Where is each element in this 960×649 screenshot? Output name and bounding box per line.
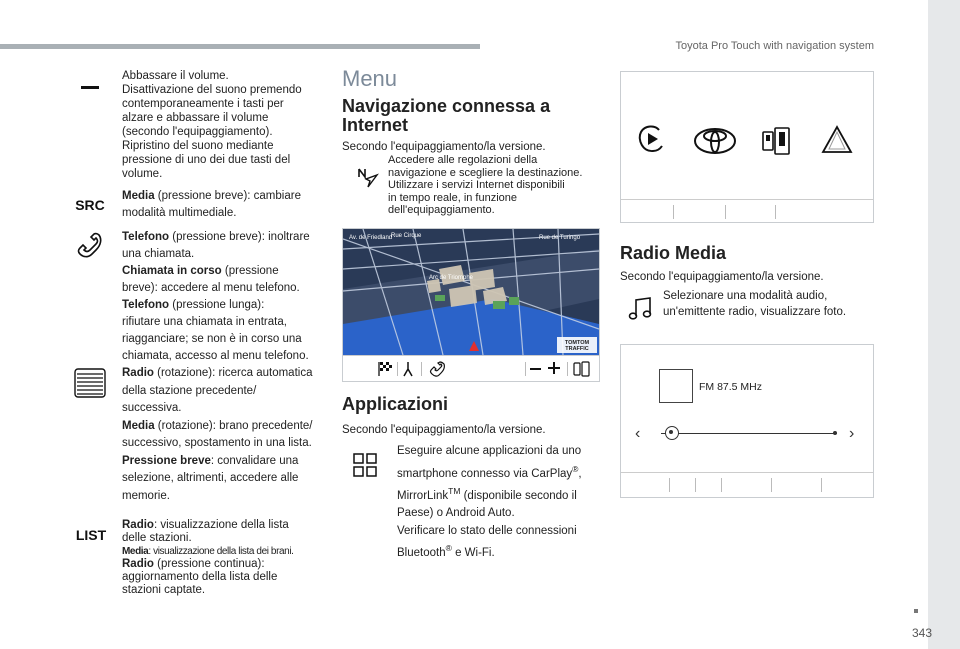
apps-description: Eseguire alcune applicazioni da uno smartphone connesso via CarPlay®, MirrorLink™ (disponibile secondo il Paese) o Android Auto. Verificare lo stato delle connessioni Bluetooth® e Wi-Fi. bbox=[397, 445, 582, 559]
map-walker-button[interactable] bbox=[401, 361, 415, 382]
music-note-icon bbox=[628, 296, 654, 327]
menu-heading: Menu bbox=[342, 66, 398, 91]
map-place-label: Arc de Triomphe bbox=[429, 275, 474, 281]
list-description: Radio: visualizzazione della lista delle stazioni. Media: visualizzazione della lista dei brani. Radio (pressione continua): aggiornamento della lista delle stazioni captate. bbox=[122, 519, 294, 596]
map-street-label-2: Rue Cirque bbox=[391, 233, 422, 239]
map-zoom-in-button[interactable] bbox=[547, 361, 561, 380]
map-street-label-1: Av. de Friedland bbox=[349, 235, 393, 241]
next-station-button[interactable]: › bbox=[849, 425, 855, 442]
svg-text:TRAFFIC: TRAFFIC bbox=[565, 346, 589, 352]
page-header-title: Toyota Pro Touch with navigation system bbox=[675, 40, 874, 52]
radio-version-note: Secondo l'equipaggiamento/la versione. bbox=[620, 271, 824, 283]
nav-description: Accedere alle regolazioni della navigazione e scegliere la destinazione. Utilizzare i servizi Internet disponibili in tempo reale, in funzione dell'equipaggiamento. bbox=[388, 154, 583, 216]
map-flag-button[interactable] bbox=[377, 361, 393, 382]
station-artwork bbox=[659, 369, 693, 403]
thumbwheel-description: Radio (rotazione): ricerca automatica della stazione precedente/ successiva. Media (rotazione): brano precedente/ successivo, spostamento in una lista. Pressione breve: convalidare una selezione, altrimenti, accedere alle memorie. bbox=[122, 367, 313, 502]
radio-description: Selezionare una modalità audio, un'emittente radio, visualizzare foto. bbox=[663, 290, 847, 318]
navigation-triangle-icon[interactable] bbox=[821, 124, 853, 161]
toyota-logo-icon[interactable] bbox=[693, 127, 737, 160]
nav-heading: Navigazione connessa a Internet bbox=[342, 96, 551, 135]
radio-station-frequency: FM 87.5 MHz bbox=[699, 381, 763, 393]
page-edge-sidebar bbox=[928, 0, 960, 649]
map-settings-button[interactable] bbox=[573, 361, 591, 382]
home-screen bbox=[620, 71, 874, 223]
map-toolbar bbox=[343, 355, 599, 382]
nav-version-note: Secondo l'equipaggiamento/la versione. bbox=[342, 141, 546, 153]
src-description: Media (pressione breve): cambiare modalità multimediale. bbox=[122, 190, 301, 219]
phone-description: Telefono (pressione breve): inoltrare una chiamata. Chiamata in corso (pressione breve): accedere al menu telefono. Telefono (pressione lunga): rifiutare una chiamata in entrata, riagganciare; se non è in corso una chiamata, accesso al menu telefono. bbox=[122, 231, 310, 362]
navigation-screen bbox=[342, 228, 600, 382]
map-zoom-out-button[interactable] bbox=[530, 368, 541, 370]
previous-station-button[interactable]: ‹ bbox=[635, 425, 641, 442]
tomtom-traffic-badge bbox=[557, 337, 597, 353]
frequency-slider-track[interactable] bbox=[661, 433, 837, 434]
radio-media-heading: Radio Media bbox=[620, 243, 727, 263]
thumbwheel-icon bbox=[74, 368, 106, 403]
map-phone-button[interactable] bbox=[429, 361, 445, 382]
apps-heading: Applicazioni bbox=[342, 394, 449, 414]
radio-screen bbox=[620, 344, 874, 498]
list-button-icon: LIST bbox=[75, 527, 107, 543]
mirror-phone-icon[interactable] bbox=[761, 126, 793, 161]
src-button-icon: SRC bbox=[75, 197, 105, 213]
page-number: 343 bbox=[912, 626, 933, 640]
map-street-label-3: Rue de Turingo bbox=[539, 235, 581, 241]
apps-grid-icon bbox=[352, 452, 378, 483]
carplay-icon[interactable] bbox=[637, 124, 665, 159]
top-divider-bar bbox=[0, 44, 480, 49]
apps-version-note: Secondo l'equipaggiamento/la versione. bbox=[342, 424, 546, 436]
svg-text:TOMTOM: TOMTOM bbox=[564, 340, 590, 346]
page-marker bbox=[914, 609, 918, 613]
navigation-arrow-icon bbox=[357, 167, 379, 194]
volume-minus-description: Abbassare il volume. Disattivazione del suono premendo contemporaneamente i tasti per alzare e abbassare il volume (secondo l'equipaggiamento). Ripristino del suono mediante pressione di uno dei due tasti del volume. bbox=[122, 70, 302, 180]
volume-minus-icon bbox=[81, 86, 99, 89]
map-view bbox=[343, 229, 599, 355]
phone-icon bbox=[76, 232, 102, 263]
